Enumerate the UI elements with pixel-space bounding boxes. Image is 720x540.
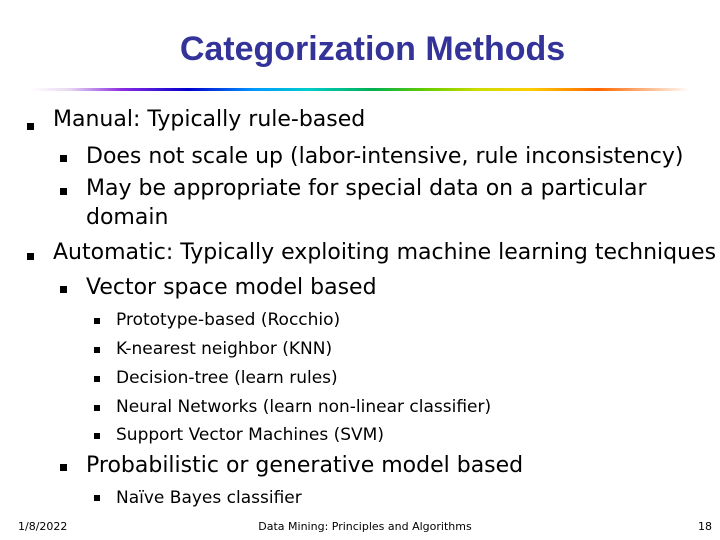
vector-item: Decision-tree (learn rules) <box>116 368 338 388</box>
bullet-probabilistic: Probabilistic or generative model based <box>86 453 524 478</box>
bullet-manual: Manual: Typically rule-based <box>53 107 366 132</box>
bullet-icon <box>94 433 100 439</box>
vector-item: Support Vector Machines (SVM) <box>116 425 384 445</box>
bullet-icon <box>27 123 34 130</box>
bullet-icon <box>94 318 100 324</box>
bullet-manual-sub2-line1: May be appropriate for special data on a particular <box>86 176 647 201</box>
footer-date: 1/8/2022 <box>18 520 68 533</box>
vector-item: K-nearest neighbor (KNN) <box>116 339 333 359</box>
vector-item: Neural Networks (learn non-linear classifier) <box>116 397 492 417</box>
bullet-icon <box>94 347 100 353</box>
footer-page-number: 18 <box>698 520 712 533</box>
title-divider <box>30 88 690 91</box>
bullet-manual-sub2-line2: domain <box>86 205 169 230</box>
bullet-icon <box>60 188 67 195</box>
bullet-icon <box>94 405 100 411</box>
bullet-icon <box>27 253 34 260</box>
slide-title: Categorization Methods <box>179 30 566 68</box>
bullet-icon <box>60 464 67 471</box>
bullet-automatic: Automatic: Typically exploiting machine learning techniques <box>53 240 717 265</box>
bullet-manual-sub1: Does not scale up (labor-intensive, rule inconsistency) <box>86 144 684 169</box>
bullet-icon <box>94 495 100 501</box>
vector-item: Prototype-based (Rocchio) <box>116 310 341 330</box>
bullet-icon <box>94 376 100 382</box>
bullet-vector: Vector space model based <box>86 275 377 300</box>
probabilistic-item: Naïve Bayes classifier <box>116 488 302 508</box>
bullet-icon <box>60 155 67 162</box>
bullet-icon <box>60 286 67 293</box>
footer-title: Data Mining: Principles and Algorithms <box>258 520 472 533</box>
